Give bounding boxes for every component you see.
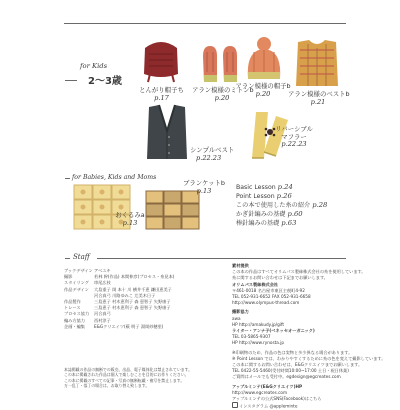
apple-minte-title: アップルミンテ(E&Gクリエイツ)HP (232, 383, 303, 389)
caption-okurumi (114, 212, 146, 227)
cooperation-line: HP http://amakudy.jp/gift (232, 321, 284, 327)
disclaimer-line: 本誌掲載の作品の無断での販売、出品、電子媒体化は禁止されています。 (64, 367, 193, 372)
materials-line: TEL 052-931-6652 FAX 052-931-6658 (232, 294, 311, 300)
lesson-item: かぎ針編みの基礎 p.60 (236, 210, 303, 218)
caption-bonnet (134, 87, 189, 102)
apple-minte-line: アップルミンテの公式SNS(Facebook)はこちら (232, 396, 322, 402)
disclaimer-line: 万一乱丁・落丁の場合は、お取り替え致します。 (64, 383, 150, 389)
staff-row: 作品製作 三島恵子 村木恵利子 森 恵智子 矢野康子 (64, 299, 171, 305)
cooperation-line: HP http://www.rynosta.jp (232, 340, 285, 346)
staff-credits (64, 268, 214, 330)
caption-muffler-name-2: マフラー (281, 132, 307, 141)
lesson-item: Point Lesson p.26 (236, 192, 292, 200)
section-kids-age: 2〜3歳 (88, 76, 122, 87)
instagram-icon (232, 402, 238, 408)
caption-blanket-page: p.13 (196, 186, 212, 195)
caption-hat-page: p.20 (255, 89, 271, 98)
staff-row: 撮影 若林 幹(作品) 本間伸彦(プロセス・糸見本) (64, 274, 175, 280)
bonnet-photo (140, 40, 182, 84)
aran-vest-photo (292, 36, 342, 90)
staff-row: 企画・編集 E&Gクリエイツ(薮 明子 湯岡紗穂里) (64, 323, 164, 329)
staff-row: 作品デザイン 大島重子 岡 本十 川 横井千恵 鎌田恵美子 (64, 286, 172, 292)
caption-aran-vest-name: アラン模様のベストb (288, 90, 350, 98)
caption-bonnet-name: とんがり帽子ち (139, 86, 184, 94)
lesson-item: Basic Lesson p.24 (236, 183, 293, 191)
section-kids-heading (80, 62, 120, 92)
staff-bracket-rule (65, 258, 70, 259)
top-rule (64, 23, 346, 24)
caption-blanket-name: ブランケットb (183, 179, 225, 187)
staff-title: Staff (73, 253, 90, 261)
cooperation-line: ライター・アンナ子(ベネッセオーガニック) (232, 328, 315, 334)
cooperation-title: 撮影協力 (232, 309, 249, 315)
caption-blanket (182, 180, 226, 195)
staff-row: 河合真弓 川路ゆみこ 辻美木日子 (94, 292, 156, 298)
cooperation-line: awa (232, 315, 241, 321)
caption-mittens-page: p.20 (214, 93, 230, 102)
staff-row: 編み方協力 西村淳子 (64, 317, 111, 323)
note-line: この本に関するお問い合わせは、E&Gクリエイツまでお願いします。 (232, 362, 363, 368)
materials-line: 糸に関するお問い合わせは下記までお願いします。 (232, 275, 328, 281)
caption-simple-vest-name: シンプルベスト (190, 146, 235, 154)
caption-hat-name: アラン模様の帽子b (235, 82, 291, 90)
cooperation-line: TEL 03-5865-9307 (232, 334, 271, 340)
pompom-hat-photo (243, 36, 285, 82)
apple-minte-line: インスタグラム @appleminte (232, 402, 352, 410)
credits-right-column (232, 263, 386, 410)
lesson-index (236, 183, 346, 228)
materials-line: この本の作品はすべてオリムパス製絲株式会社の糸を使用しています。 (232, 269, 366, 275)
staff-row: ブックデザインアベユキ (64, 268, 111, 273)
caption-mittens-name: アラン模様のミトンb (192, 86, 254, 94)
caption-muffler-page: p.22.23 (281, 140, 307, 148)
caption-aran-vest-page: p.21 (310, 97, 326, 106)
kids-bracket-rule (65, 80, 77, 81)
disclaimer-line: この本に掲載のすべての記事・写真の無断転載・複写を禁止します。 (64, 377, 185, 383)
disclaimer (64, 367, 224, 389)
caption-muffler-name-1: リバーシブル (275, 125, 313, 133)
blanket-photo (144, 189, 202, 231)
note-line: TEL 0422-55-5460(受付時間10:00~17:00 土日・祝日休業) (232, 368, 349, 374)
lesson-item: この本で使用した糸の紹介 p.28 (236, 201, 328, 209)
caption-simple-vest (190, 147, 238, 162)
caption-hat (233, 83, 293, 98)
caption-bonnet-page: p.17 (154, 93, 169, 102)
section-kids-title: for Kids (80, 62, 108, 70)
apple-minte-line: http://www.egcreates.com (232, 389, 288, 395)
lesson-item: 棒針編みの基礎 p.63 (236, 219, 297, 227)
staff-row: プロセス協力 河合真弓 (64, 311, 111, 317)
note-line: ※印刷物のため、作品の色は実物と多少異なる場合があります。 (232, 349, 353, 355)
section-family-title: for Babies, Kids and Moms (72, 174, 157, 181)
caption-muffler (268, 126, 320, 149)
mittens-photo (200, 42, 242, 86)
staff-row: スタイリング 串尾広枝 (64, 280, 111, 286)
staff-row: トレース 三島恵子 村木恵利子 森 恵智子 矢野康子 (64, 305, 171, 311)
staff-rule (97, 258, 346, 259)
note-line: ※ Point Lesson では、わかりやすくするために糸の色を変えて撮影しています。 (232, 355, 386, 361)
caption-okurumi-page: p.13 (122, 218, 138, 227)
materials-line: 〒461-0018 名古屋市東区主税町4-92 (232, 287, 305, 293)
caption-aran-vest (288, 91, 348, 106)
simple-vest-photo (143, 103, 191, 161)
family-bracket-rule (65, 178, 70, 179)
caption-okurumi-name: おくるみa (115, 211, 145, 219)
note-line: ご質問はメールでも受付中。egdesign@egcreates.com (232, 374, 341, 380)
materials-title: 素材提供 (232, 263, 249, 268)
caption-simple-vest-page: p.22.23 (196, 153, 222, 162)
materials-line: http://www.olympus-thread.com (232, 300, 300, 306)
disclaimer-line: この本に掲載された作品は個人で楽しむことを目的にお作りください。 (64, 372, 189, 378)
materials-line: オリムパス製絲株式会社 (232, 281, 279, 287)
